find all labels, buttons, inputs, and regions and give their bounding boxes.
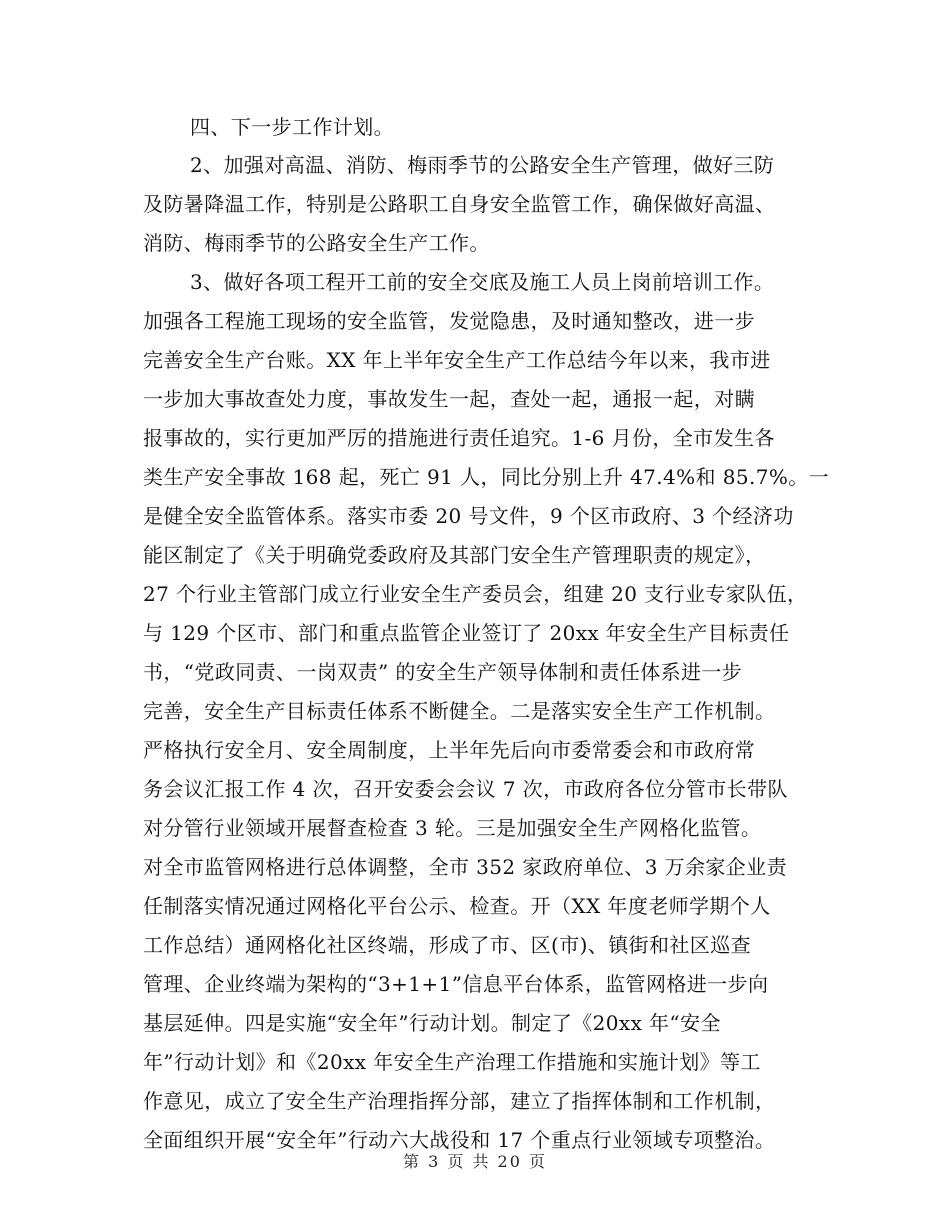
paragraph-line: 严格执行安全月、安全周制度，上半年先后向市委常委会和市政府常 <box>143 738 755 762</box>
paragraph-line: 书，“党政同责、一岗双责” 的安全生产领导体制和责任体系进一步 <box>143 660 743 684</box>
paragraph-line: 年”行动计划》和《20xx 年安全生产治理工作措施和实施计划》等工 <box>143 1050 761 1074</box>
paragraph-line: 3、做好各项工程开工前的安全交底及施工人员上岗前培训工作。 <box>190 270 775 294</box>
paragraph-line: 是健全安全监管体系。落实市委 20 号文件，9 个区市政府、3 个经济功 <box>143 504 794 528</box>
paragraph-line: 对分管行业领域开展督查检查 3 轮。三是加强安全生产网格化监管。 <box>143 816 762 840</box>
paragraph-line: 全面组织开展“安全年”行动六大战役和 17 个重点行业领域专项整治。 <box>143 1128 776 1152</box>
paragraph-line: 作意见，成立了安全生产治理指挥分部，建立了指挥体制和工作机制， <box>143 1089 776 1113</box>
paragraph-line: 加强各工程施工现场的安全监管，发觉隐患，及时通知整改，进一步 <box>143 309 755 333</box>
paragraph-line: 务会议汇报工作 4 次，召开安委会会议 7 次，市政府各位分管市长带队 <box>143 777 788 801</box>
paragraph-line: 任制落实情况通过网格化平台公示、检查。开（XX 年度老师学期个人 <box>143 894 771 918</box>
paragraph-line: 能区制定了《关于明确党委政府及其部门安全生产管理职责的规定》， <box>143 543 766 567</box>
paragraph-line: 对全市监管网格进行总体调整，全市 352 家政府单位、3 万余家企业责 <box>143 855 787 879</box>
paragraph-line: 消防、梅雨季节的公路安全生产工作。 <box>143 231 490 255</box>
paragraph-line: 一步加大事故查处力度，事故发生一起，查处一起，通报一起，对瞒 <box>143 387 755 411</box>
paragraph-line: 报事故的，实行更加严厉的措施进行责任追究。1-6 月份，全市发生各 <box>143 426 775 450</box>
page-number-footer: 第 3 页 共 20 页 <box>403 1152 547 1171</box>
paragraph-line: 与 129 个区市、部门和重点监管企业签订了 20xx 年安全生产目标责任 <box>143 621 790 645</box>
paragraph-line: 管理、企业终端为架构的“3+1+1”信息平台体系，监管网格进一步向 <box>143 972 769 996</box>
paragraph-line: 类生产安全事故 168 起，死亡 91 人，同比分别上升 47.4%和 85.7%。一 <box>143 465 830 489</box>
paragraph-line: 2、加强对高温、消防、梅雨季节的公路安全生产管理，做好三防 <box>190 153 775 177</box>
paragraph-line: 及防暑降温工作，特别是公路职工自身安全监管工作，确保做好高温、 <box>143 192 776 216</box>
paragraph-line: 完善安全生产台账。XX 年上半年安全生产工作总结今年以来，我市进 <box>143 348 771 372</box>
paragraph-line: 27 个行业主管部门成立行业安全生产委员会，组建 20 支行业专家队伍， <box>143 582 808 606</box>
paragraph-line: 基层延伸。四是实施“安全年”行动计划。制定了《20xx 年“安全 <box>143 1011 721 1035</box>
section-heading: 四、下一步工作计划。 <box>190 115 394 139</box>
paragraph-line: 完善，安全生产目标责任体系不断健全。二是落实安全生产工作机制。 <box>143 699 776 723</box>
paragraph-line: 工作总结）通网格化社区终端，形成了市、区(市)、镇街和社区巡查 <box>143 933 752 957</box>
